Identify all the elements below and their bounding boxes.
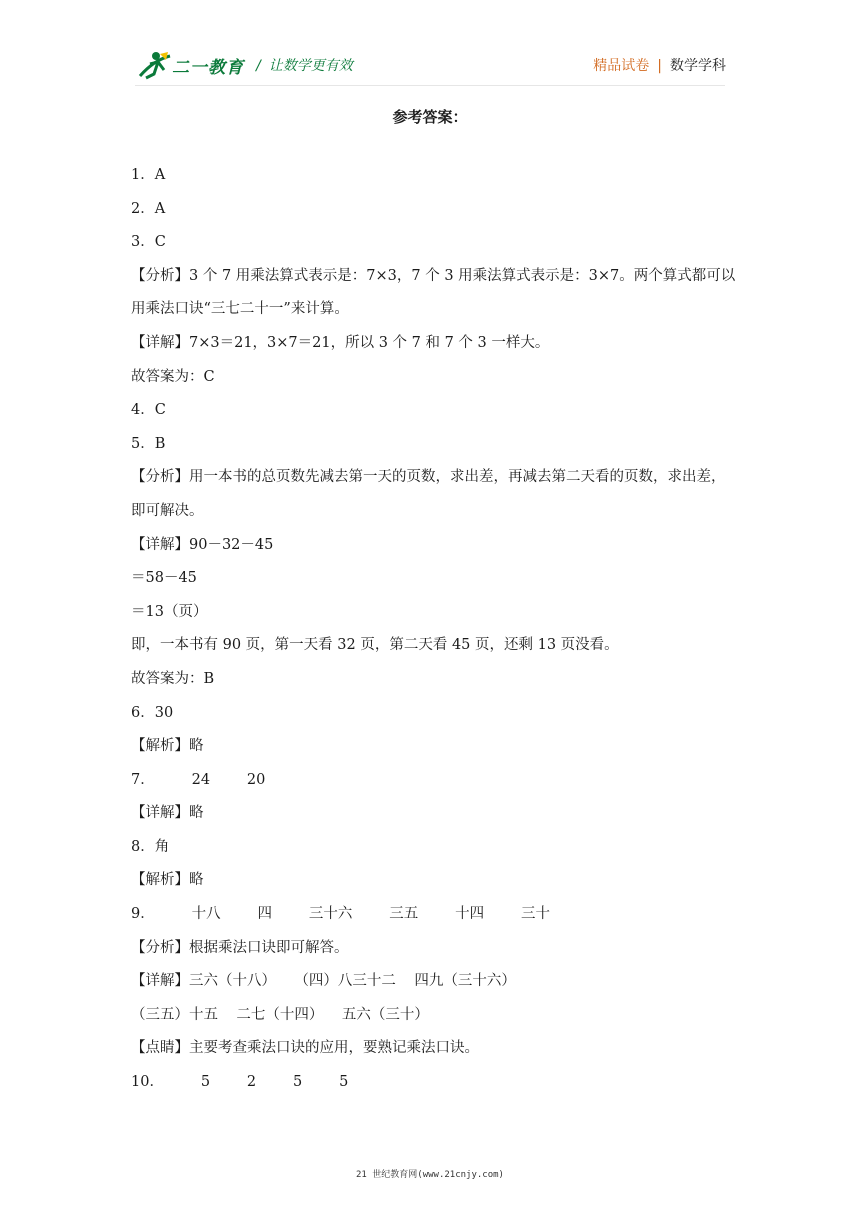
answer-line: ＝13（页） xyxy=(131,603,208,620)
answer-line: 【解析】略 xyxy=(131,738,204,755)
answer-line: （三五）十五 二七（十四） 五六（三十） xyxy=(131,1006,429,1023)
header-right xyxy=(593,55,726,75)
answer-line: 【点睛】主要考查乘法口诀的应用，要熟记乘法口诀。 xyxy=(131,1040,479,1057)
answer-line: 2．A xyxy=(131,200,166,217)
answer-line: 1．A xyxy=(131,167,166,183)
answer-content xyxy=(131,159,736,1100)
answer-line: 用乘法口诀“三七二十一”来计算。 xyxy=(131,301,349,318)
answer-line: 8．角 xyxy=(131,838,170,855)
answer-line: 6．30 xyxy=(131,704,174,721)
header-separator: | xyxy=(657,58,662,74)
slogan-text: 让数学更有效 xyxy=(268,58,353,74)
answer-line: 【详解】三六（十八） （四）八三十二 四九（三十六） xyxy=(131,973,516,990)
answer-line: 【解析】略 xyxy=(131,872,204,889)
answer-line: 【分析】3 个 7 用乘法算式表示是：7×3，7 个 3 用乘法算式表示是：3×7。两个算式都可以 xyxy=(131,267,736,284)
answer-line: 【分析】根据乘法口诀即可解答。 xyxy=(131,939,349,956)
answer-line: ＝58－45 xyxy=(131,570,197,587)
answer-line: 【分析】用一本书的总页数先减去第一天的页数，求出差，再减去第二天看的页数，求出差， xyxy=(131,469,726,486)
answer-line: 3．C xyxy=(131,234,166,251)
page-title: 参考答案： xyxy=(392,108,468,126)
answer-line: 故答案为：B xyxy=(131,670,215,687)
logo-text: 二一教育 xyxy=(172,58,244,78)
answer-line: 【详解】7×3＝21，3×7＝21，所以 3 个 7 和 7 个 3 一样大。 xyxy=(131,334,550,351)
answer-line: 故答案为：C xyxy=(131,368,215,385)
answer-line: 5．B xyxy=(131,435,166,452)
page-header xyxy=(0,0,860,96)
answer-line: 10． 5 2 5 5 xyxy=(131,1074,349,1091)
header-divider xyxy=(135,85,725,86)
answer-line: 即，一本书有 90 页，第一天看 32 页，第二天看 45 页，还剩 13 页没看。 xyxy=(131,637,619,654)
premium-label: 精品试卷 xyxy=(593,58,650,74)
answer-line: 【详解】90－32－45 xyxy=(131,536,274,553)
answer-line: 即可解决。 xyxy=(131,502,204,519)
header-slogan: / 让数学更有效 xyxy=(256,58,353,74)
subject-label: 数学学科 xyxy=(670,58,726,74)
answer-line: 9． 十八 四 三十六 三五 十四 三十 xyxy=(131,906,550,923)
answer-line: 4．C xyxy=(131,402,166,419)
answer-line: 7． 24 20 xyxy=(131,771,266,788)
page-footer: 21 世纪教育网(www.21cnjy.com) xyxy=(356,1170,504,1180)
answer-line: 【详解】略 xyxy=(131,805,204,822)
